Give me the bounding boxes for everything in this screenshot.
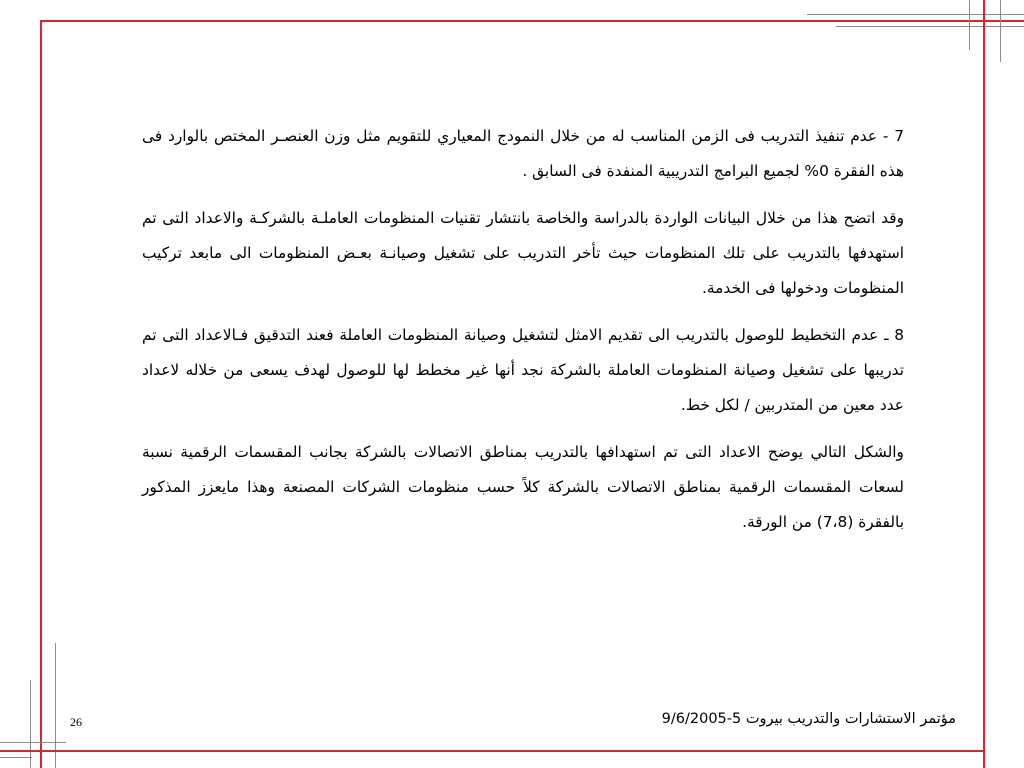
frame-line-top-red [40,20,1024,22]
frame-line-left-gray-1 [30,680,31,768]
paragraph-figure-intro: والشكل التالي يوضح الاعداد التى تم استهدافها بالتدريب بمناطق الاتصالات بالشركة بجانب المقسمات الرقمية نسبة لسعات المقسمات الرقمية بمناطق الاتصالات بالشركة كلاً حسب منظومات الشركات المصنعة وهذا مايعزز المذكور بالفقرة (7،8) من الورقة. [142,443,904,531]
frame-line-top-gray [807,14,1024,15]
frame-line-right-gray-2 [1000,0,1001,62]
frame-line-bottom-gray-1 [0,742,66,743]
paragraph-item-7: 7 - عدم تنفيذ التدريب فى الزمن المناسب له من خلال النمودج المعياري للتقويم مثل وزن العنصـر المختص بالوارد فى هذه الفقرة 0% لجميع البرامج التدريبية المنفدة فى السابق . [142,127,904,180]
slide-body [142,119,904,552]
frame-line-right-red [983,0,985,768]
footer-conference-title: مؤتمر الاستشارات والتدريب بيروت 5-9/6/2005 [661,711,956,727]
paragraph-item-8: 8 ـ عدم التخطيط للوصول بالتدريب الى تقديم الامثل لتشغيل وصيانة المنظومات العاملة فعند التدقيق فـالاعداد التى تم تدريبها على تشغيل وصيانة المنظومات العاملة بالشركة نجد أنها غير مخطط لها للوصول لهدف يسعى من خلاله لاعداد عدد معين من المتدربين / لكل خط. [142,326,904,414]
frame-line-top-gray-2 [836,26,1024,27]
frame-line-right-gray-1 [969,0,970,50]
frame-line-bottom-gray-2 [0,757,32,758]
paragraph-explanation: وقد اتضح هذا من خلال البيانات الواردة بالدراسة والخاصة بانتشار تقنيات المنظومات العاملـة بالشركـة والاعداد التى تم استهدفها بالتدريب على تلك المنظومات حيث تأخر التدريب على تشغيل وصيانـة بعـض المنظومات الى مابعد تركيب المنظومات ودخولها فى الخدمة. [142,209,904,297]
frame-line-bottom-red [0,750,985,752]
frame-line-left-red [40,20,42,768]
page-number: 26 [70,715,82,729]
